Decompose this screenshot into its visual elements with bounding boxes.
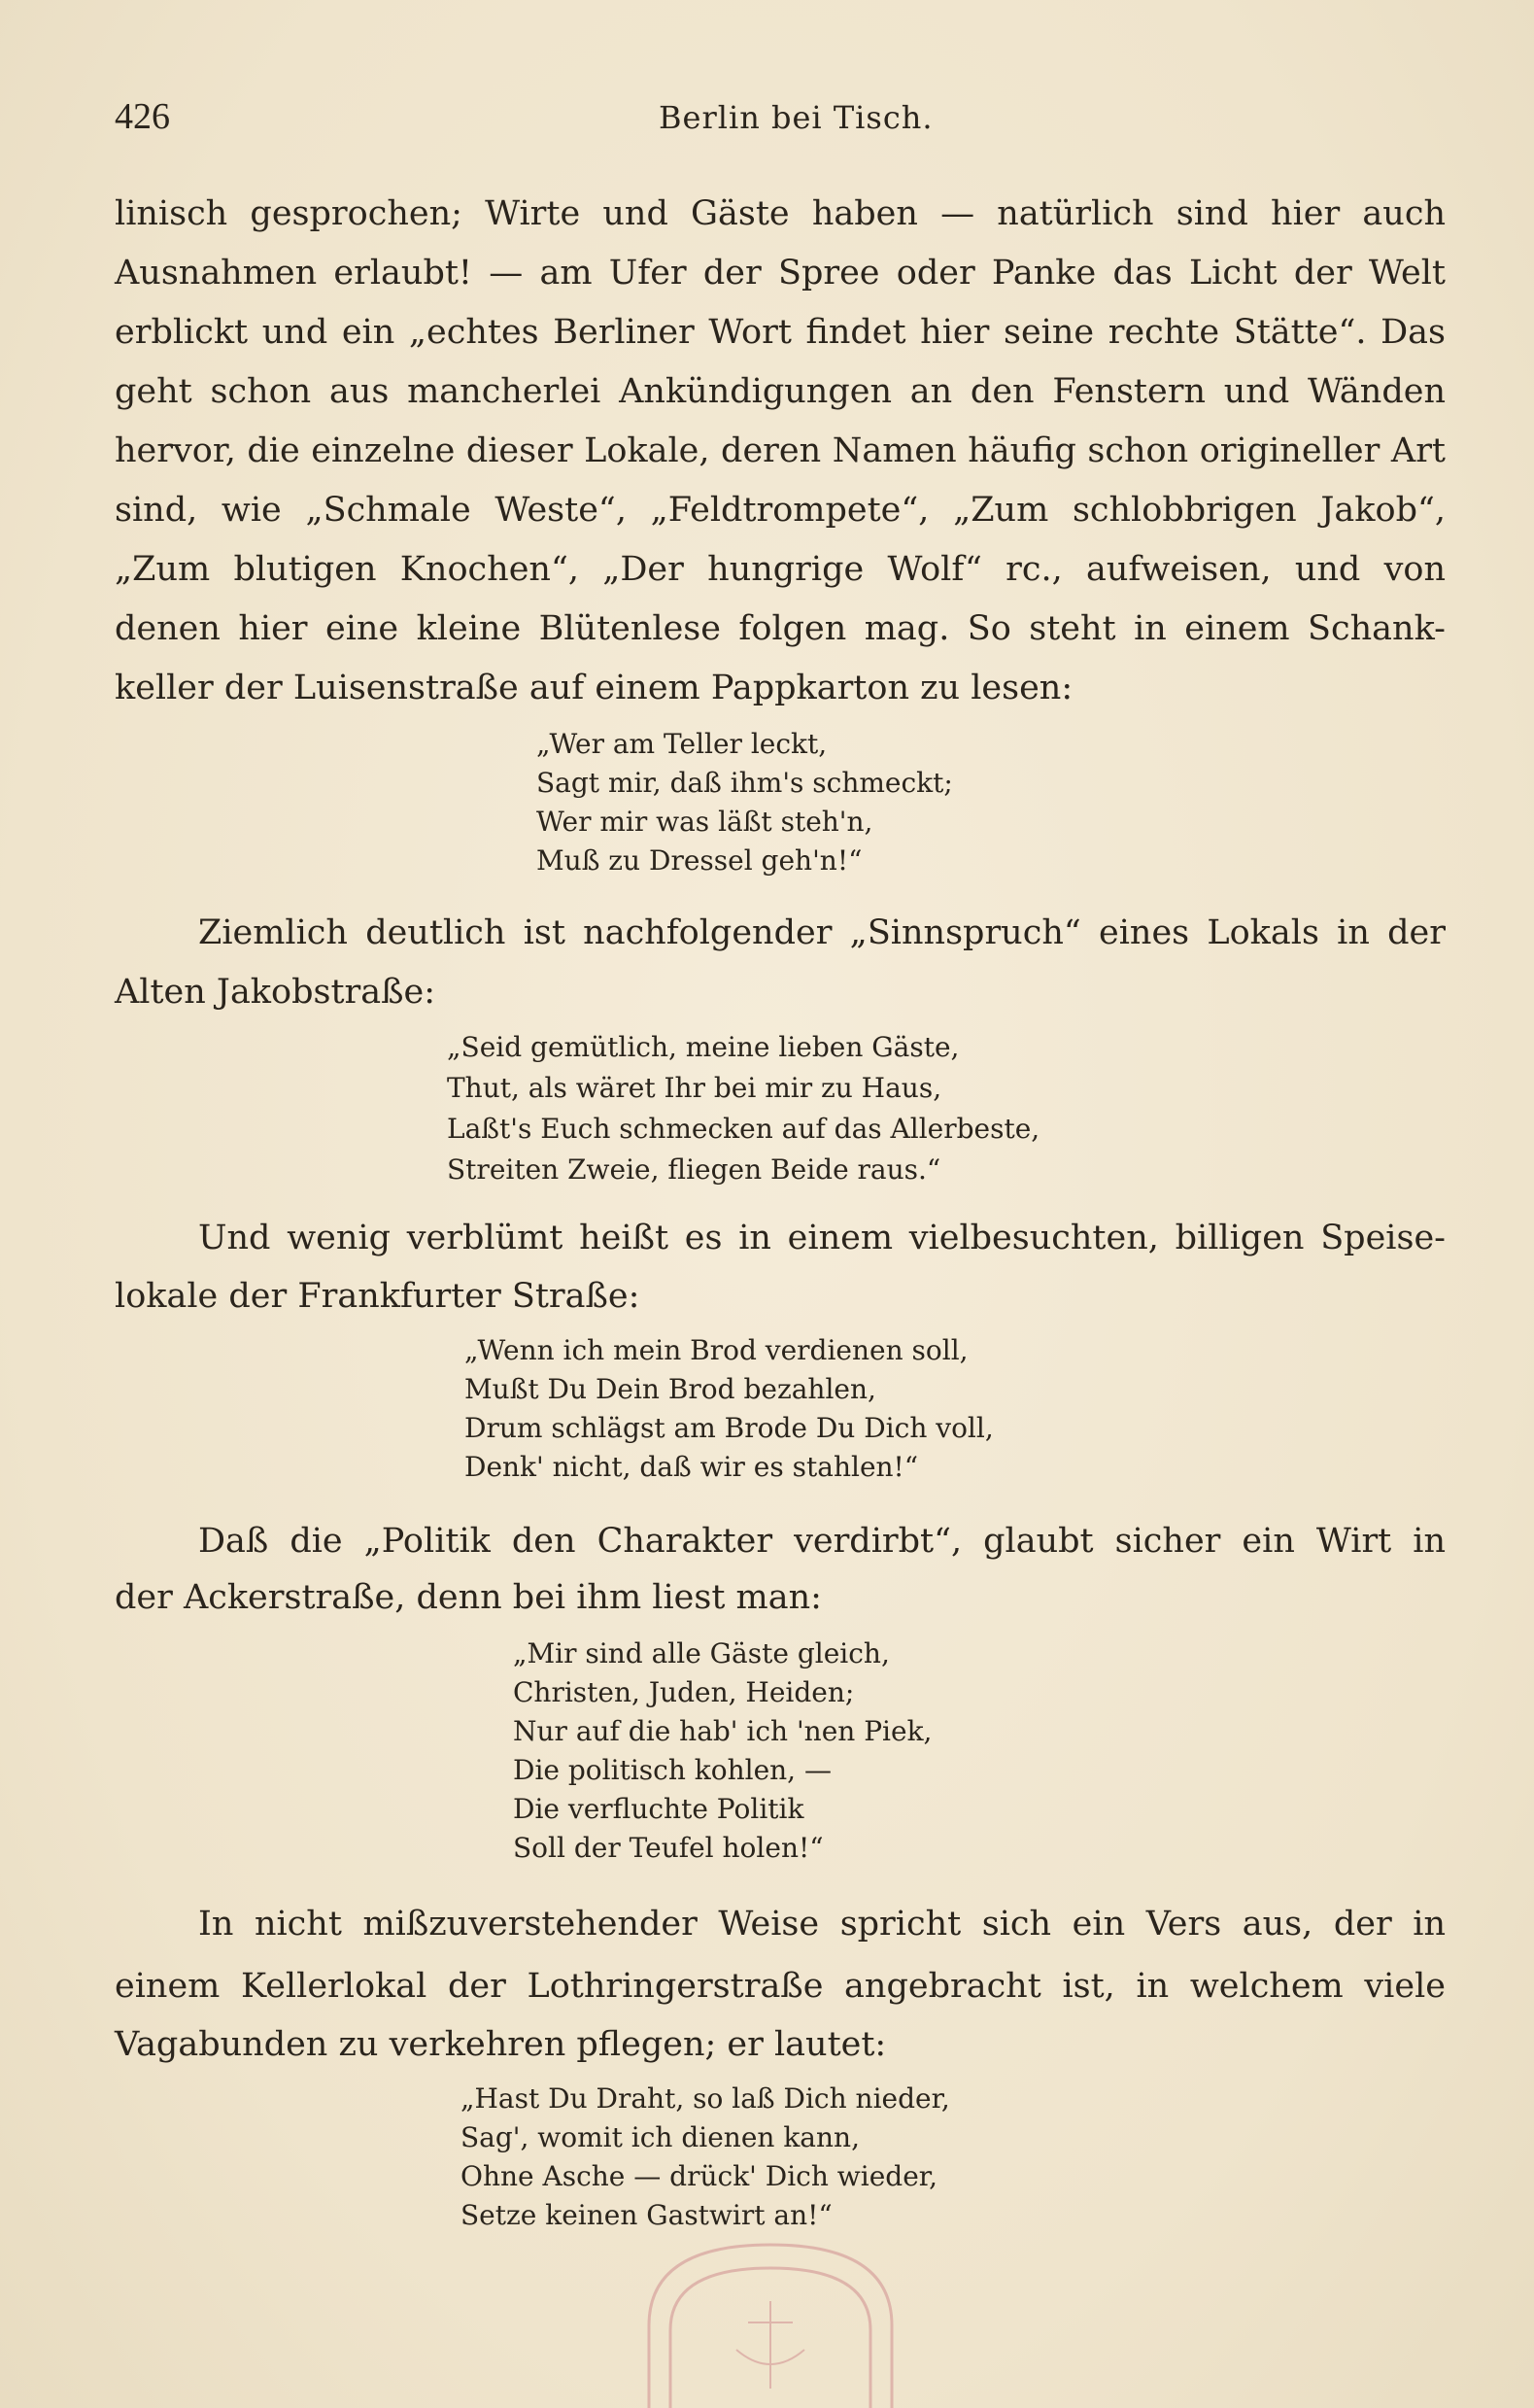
verse-line: Soll der Teufel holen!“ (513, 1832, 824, 1864)
verse-line: „Seid gemütlich, meine lieben Gäste, (447, 1031, 960, 1063)
text-line: Daß die „Politik den Charakter verdirbt“, glaubt sicher ein Wirt in (198, 1522, 1446, 1561)
verse-line: „Wer am Teller leckt, (536, 728, 828, 760)
verse-line: Wer mir was läßt steh'n, (536, 806, 873, 838)
verse-line: Drum schlägst am Brode Du Dich voll, (464, 1412, 994, 1444)
verse-line: Die politisch kohlen, — (513, 1754, 832, 1786)
verse-line: Christen, Juden, Heiden; (513, 1676, 855, 1708)
text-line: Vagabunden zu verkehren pflegen; er lautet: (115, 2025, 887, 2064)
text-line: Alten Jakobstraße: (115, 973, 436, 1012)
verse-line: Thut, als wäret Ihr bei mir zu Haus, (447, 1072, 942, 1104)
verse-line: Nur auf die hab' ich 'nen Piek, (513, 1715, 933, 1747)
text-line: Und wenig verblümt heißt es in einem vielbesuchten, billigen Speise- (198, 1219, 1446, 1257)
verse-line: Muß zu Dressel geh'n!“ (536, 844, 863, 877)
running-title: Berlin bei Tisch. (659, 99, 934, 136)
text-line: „Zum blutigen Knochen“, „Der hungrige Wolf“ rc., aufweisen, und von (115, 550, 1446, 589)
verse-line: Die verfluchte Politik (513, 1793, 804, 1825)
page-header (115, 95, 1446, 144)
text-line: keller der Luisenstraße auf einem Pappkarton zu lesen: (115, 669, 1074, 707)
verse-line: „Hast Du Draht, so laß Dich nieder, (460, 2082, 950, 2115)
verse-line: Denk' nicht, daß wir es stahlen!“ (464, 1451, 919, 1483)
verse-line: Laßt's Euch schmecken auf das Allerbeste, (447, 1113, 1040, 1145)
verse-line: Mußt Du Dein Brod bezahlen, (464, 1373, 876, 1405)
verse-line: „Wenn ich mein Brod verdienen soll, (464, 1334, 969, 1366)
text-line: lokale der Frankfurter Straße: (115, 1277, 640, 1316)
text-line: linisch gesprochen; Wirte und Gäste haben — natürlich sind hier auch (115, 194, 1446, 233)
page-number: 426 (115, 96, 170, 137)
text-line: sind, wie „Schmale Weste“, „Feldtrompete“, „Zum schlobbrigen Jakob“, (115, 491, 1446, 530)
text-line: Ziemlich deutlich ist nachfolgender „Sinnspruch“ eines Lokals in der (198, 913, 1446, 952)
verse-line: Streiten Zweie, fliegen Beide raus.“ (447, 1153, 941, 1186)
verse-line: Sagt mir, daß ihm's schmeckt; (536, 767, 953, 799)
library-stamp-icon (630, 2233, 911, 2408)
verse-line: „Mir sind alle Gäste gleich, (513, 1637, 890, 1669)
text-line: denen hier eine kleine Blütenlese folgen mag. So steht in einem Schank- (115, 609, 1446, 648)
text-line: hervor, die einzelne dieser Lokale, deren Namen häufig schon origineller Art (115, 431, 1446, 470)
verse-line: Setze keinen Gastwirt an!“ (460, 2199, 833, 2231)
text-line: Ausnahmen erlaubt! — am Ufer der Spree oder Panke das Licht der Welt (115, 254, 1446, 292)
verse-line: Sag', womit ich dienen kann, (460, 2121, 860, 2153)
verse-line: Ohne Asche — drück' Dich wieder, (460, 2160, 937, 2192)
text-line: erblickt und ein „echtes Berliner Wort findet hier seine rechte Stätte“. Das (115, 313, 1446, 352)
text-line: der Ackerstraße, denn bei ihm liest man: (115, 1578, 822, 1617)
text-line: In nicht mißzuverstehender Weise spricht sich ein Vers aus, der in (198, 1905, 1446, 1944)
text-line: geht schon aus mancherlei Ankündigungen an den Fenstern und Wänden (115, 372, 1446, 411)
text-line: einem Kellerlokal der Lothringerstraße angebracht ist, in welchem viele (115, 1967, 1446, 2006)
